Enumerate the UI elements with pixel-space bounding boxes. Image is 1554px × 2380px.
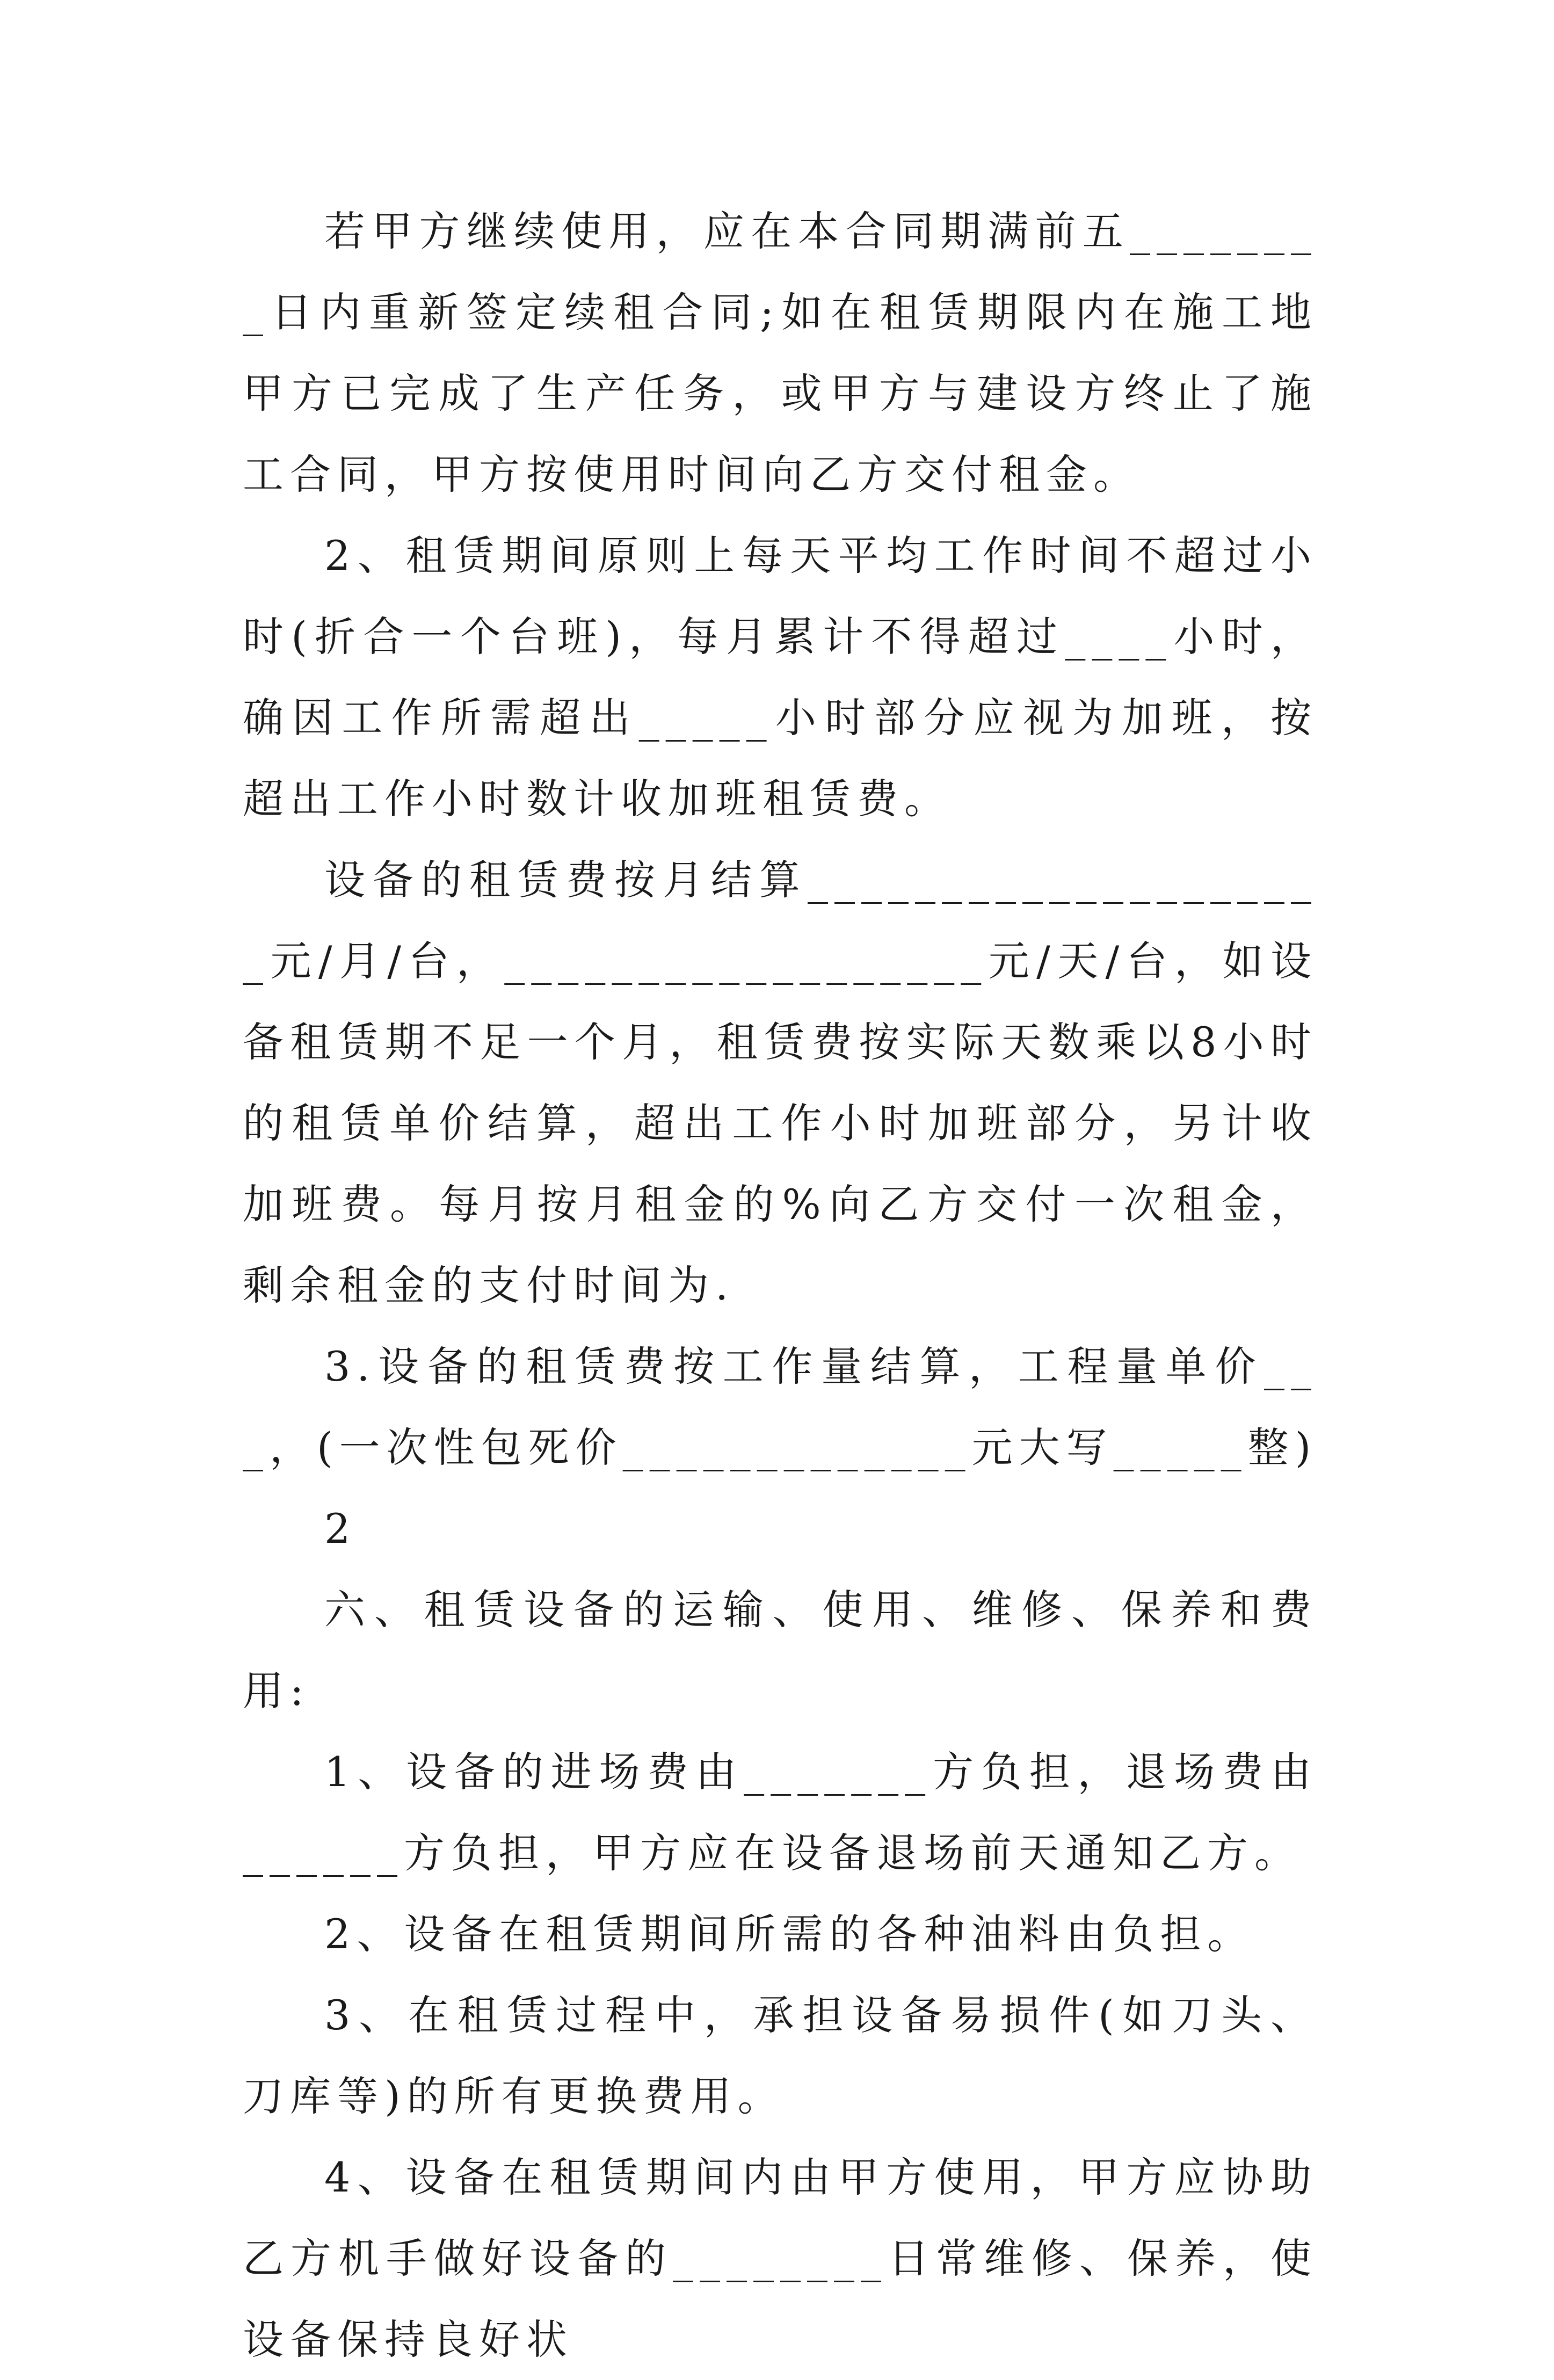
paragraph-wear-parts: 3、在租赁过程中，承担设备易损件(如刀头、刀库等)的所有更换费用。	[243, 1991, 1318, 2120]
paragraph-monthly-fee: 设备的租赁费按月结算____________________元/月/台，__________________元/天/台，如设备租赁期不足一个月，租赁费按实际天数乘以8小时的租赁单价结算，超出工作小时加班部分，另计收加班费。每月按月租金的%向乙方交付一次租金，剩余租金的支付时间为.	[243, 856, 1318, 1309]
paragraph-fuel: 2、设备在租赁期间所需的各种油料由负担。	[324, 1910, 1255, 1958]
paragraph-transport-fee: 1、设备的进场费由_______方负担，退场费由______方负担，甲方应在设备退场前天通知乙方。	[243, 1748, 1318, 1877]
section-heading-six: 六、租赁设备的运输、使用、维修、保养和费用:	[243, 1586, 1318, 1715]
document-body	[243, 191, 1318, 2380]
page-number: 2	[324, 1505, 357, 1552]
paragraph-working-hours: 2、租赁期间原则上每天平均工作时间不超过小时(折合一个台班)，每月累计不得超过____小时，确因工作所需超出_____小时部分应视为加班，按超出工作小时数计收加班租赁费。	[243, 532, 1318, 823]
paragraph-maintenance: 4、设备在租赁期间内由甲方使用，甲方应协助乙方机手做好设备的________日常维修、保养，使设备保持良好状	[243, 2153, 1318, 2363]
paragraph-workload-fee: 3.设备的租赁费按工作量结算，工程量单价___，(一次性包死价_____________元大写_____整)	[243, 1343, 1318, 1471]
paragraph-renewal: 若甲方继续使用，应在本合同期满前五________日内重新签定续租合同;如在租赁期限内在施工地甲方已完成了生产任务，或甲方与建设方终止了施工合同，甲方按使用时间向乙方交付租金。	[243, 207, 1318, 498]
